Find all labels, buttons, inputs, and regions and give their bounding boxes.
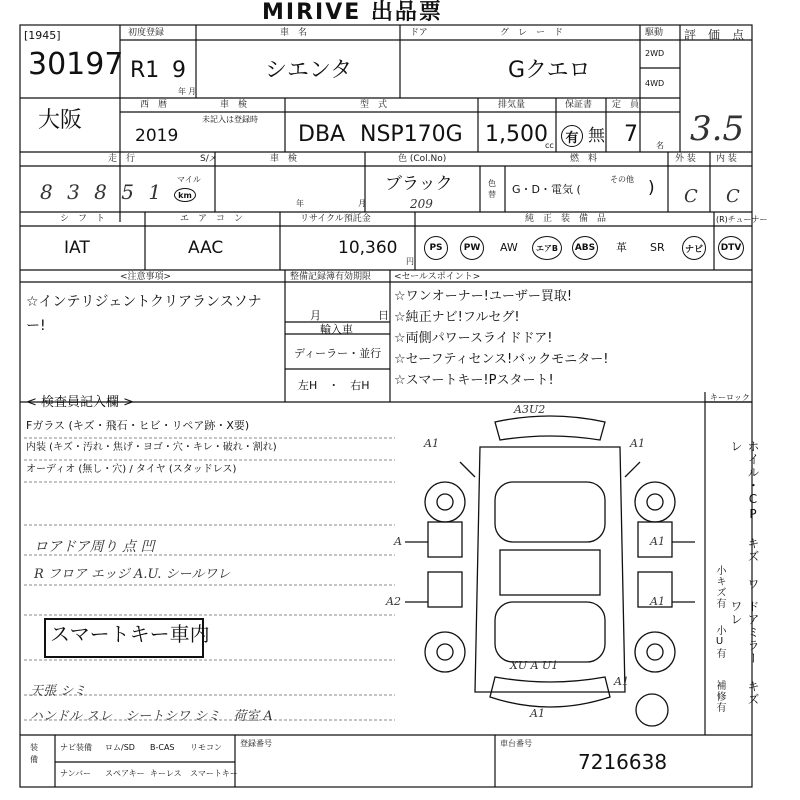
record-book-label: 整備記録簿有効期限 [290, 272, 372, 282]
mark-fl: A1 [424, 437, 439, 450]
chassis-number: 7216638 [578, 750, 668, 774]
shift-label: シ フ ト [60, 214, 106, 224]
option-1: ロム/SD [105, 743, 135, 752]
mark-front: A3U2 [514, 403, 546, 416]
equip-aw: AW [500, 241, 518, 254]
door-label: ドア [410, 28, 428, 38]
equip-ps: PS [424, 236, 448, 260]
recycle-label: リサイクル預託金 [300, 214, 371, 224]
side-small-scratch: 小キズ有 [714, 565, 725, 609]
hand-note-1: ロアドア周り 点 凹 [34, 539, 155, 555]
option2-2: キーレス [150, 769, 182, 778]
smart-key-note: スマートキー車内 [50, 622, 210, 646]
displacement-label: 排気量 [498, 100, 526, 110]
warranty-label: 保証書 [565, 100, 593, 110]
drive-2wd: 2WD [645, 49, 665, 58]
western-year: 2019 [135, 126, 179, 146]
km-unit: km [174, 188, 196, 202]
option-3: リモコン [190, 743, 222, 752]
option-0: ナビ装備 [60, 743, 92, 752]
era-year: R1 [130, 58, 160, 83]
color-code: 209 [410, 197, 433, 211]
color-value: ブラック [385, 174, 453, 194]
equip-dtv: DTV [718, 236, 744, 260]
inspection-label: 車 検 [220, 100, 248, 110]
mark-rear2: A1 [530, 707, 545, 720]
equip-sr: SR [650, 241, 665, 254]
sales-point-label: <セールスポイント> [394, 272, 481, 282]
lot-number: 30197 [28, 47, 124, 82]
interior-grade: C [726, 186, 740, 207]
mark-ml: A [394, 535, 402, 548]
sales-point-3: ☆両側パワースライドドア! [394, 331, 553, 346]
first-reg-label: 初度登録 [128, 28, 165, 38]
register-no-label: 登録番号 [240, 739, 272, 748]
mark-rear: XU A U1 [510, 659, 559, 672]
interior-label: 内 装 [716, 154, 737, 164]
fuel-label: 燃 料 [570, 154, 598, 164]
color-sub: 色 替 [488, 179, 496, 199]
shift-value: IAT [64, 238, 90, 258]
s-label: S/メ [200, 154, 218, 164]
dealer-option: ディーラー・並行 [294, 347, 382, 360]
month-word: 月 [358, 199, 366, 208]
hand-note-2: R フロア エッジ A.U. シールワレ [34, 567, 231, 582]
option-2: B-CAS [150, 743, 175, 752]
cc-unit: cc [545, 141, 554, 150]
audio-line: オーディオ (無し・穴) / タイヤ (スタッドレス) [26, 464, 237, 475]
sales-point-1: ☆ワンオーナー!ユーザー買取! [394, 289, 573, 304]
mileage-label: 走 行 [108, 154, 136, 164]
rating-value: 3.5 [690, 109, 745, 149]
sales-point-2: ☆純正ナビ!フルセグ! [394, 310, 520, 325]
option2-1: スペアキー [105, 769, 145, 778]
location: 大阪 [38, 108, 83, 133]
inspection2-label: 車 検 [270, 154, 298, 164]
record-day: 日 [378, 309, 389, 322]
option2-0: ナンバー [60, 769, 92, 778]
equip-airbag: エアB [532, 236, 562, 260]
model-code-prefix: DBA [298, 122, 346, 147]
key-lock-label: キーロック [710, 393, 750, 402]
warranty-yes: 有 [561, 125, 583, 147]
fuel-options: G・D・電気 ( [512, 183, 581, 196]
type-label: 型 式 [360, 100, 388, 110]
displacement: 1,500 [485, 122, 548, 147]
person-unit: 名 [656, 141, 664, 150]
chassis-label: 車台番号 [500, 739, 532, 748]
warranty-no: 無 [588, 126, 605, 146]
unregistered-note: 未記入は登録時 [202, 115, 258, 124]
aircon-label: エ ア コ ン [180, 214, 244, 224]
tuner-label: (R)チューナー [716, 215, 768, 224]
inspector-label: < 検査員記入欄 > [26, 395, 135, 410]
aircon-value: AAC [188, 238, 224, 258]
model-code: NSP170G [360, 122, 463, 147]
rating-label: 評 価 点 [684, 28, 745, 42]
side-wheel: ホイル・CP キズ ワレ [729, 440, 760, 591]
import-label: 輸入車 [320, 323, 353, 336]
side-small-dent: 小U有 [714, 625, 725, 659]
mark-rr2: A1 [614, 675, 629, 688]
drive-label: 駆動 [645, 28, 664, 38]
equip-leather: 革 [616, 241, 627, 254]
mark-rl: A2 [386, 595, 401, 608]
fuel-close: ) [648, 178, 655, 198]
color-label: 色 (Col.No) [398, 154, 447, 164]
yen-unit: 円 [406, 257, 414, 266]
mark-rr: A1 [650, 595, 665, 608]
year-unit: 年 [178, 87, 186, 96]
side-repair: 補修有 [714, 680, 725, 713]
interior-line: 内装 (キズ・汚れ・焦げ・ヨゴ・穴・キレ・破れ・割れ) [26, 442, 277, 453]
car-damage-diagram [400, 402, 700, 735]
fuel-other: その他 [610, 175, 634, 184]
lot-prefix: [1945] [24, 29, 61, 42]
capacity-value: 7 [624, 122, 638, 147]
caution-note: ☆インテリジェントクリアランスソナー! [26, 294, 262, 334]
equip-pw: PW [460, 236, 484, 260]
form-title: MIRIVE 出品票 [262, 0, 443, 25]
mile-unit: マイル [177, 175, 201, 184]
option2-3: スマートキー [190, 769, 238, 778]
equip-navi: ナビ [682, 236, 706, 260]
sales-point-5: ☆スマートキー!Pスタート! [394, 373, 554, 388]
recycle-fee: 10,360 [338, 238, 398, 258]
mark-fr: A1 [630, 437, 645, 450]
month-unit: 月 [188, 87, 196, 96]
reg-month: 9 [172, 58, 186, 83]
mark-mr: A1 [650, 535, 665, 548]
capacity-label: 定 員 [612, 100, 640, 110]
glass-line: Fガラス (キズ・飛石・ヒビ・リペア跡・X要) [26, 419, 250, 432]
bottom-left-label: 装 備 [30, 743, 38, 764]
model-label: 車 名 [280, 28, 308, 38]
sales-point-4: ☆セーフティセンス!バックモニター! [394, 352, 609, 367]
grade-label: グ レ ー ド [500, 28, 564, 38]
year-word: 年 [296, 199, 304, 208]
exterior-grade: C [684, 186, 698, 207]
genuine-label: 純 正 装 備 品 [525, 214, 607, 224]
hand-note-4: ハンドル スレ シートシワ シミ 荷室 A [30, 709, 273, 724]
handle-option: 左H ・ 右H [298, 379, 370, 392]
model-name: シエンタ [265, 58, 353, 83]
equip-abs: ABS [572, 236, 598, 260]
side-mirror: ドアミラー キズ ワレ [729, 600, 760, 706]
record-month: 月 [310, 309, 321, 322]
caution-label: <注意事項> [120, 272, 172, 282]
western-year-label: 西 暦 [140, 100, 168, 110]
hand-note-3: 天張 シミ [30, 684, 87, 699]
exterior-label: 外 装 [675, 154, 696, 164]
mileage-value: 8 3 8 5 1 [40, 180, 166, 204]
grade-value: Gクエロ [508, 58, 591, 83]
drive-4wd: 4WD [645, 79, 665, 88]
